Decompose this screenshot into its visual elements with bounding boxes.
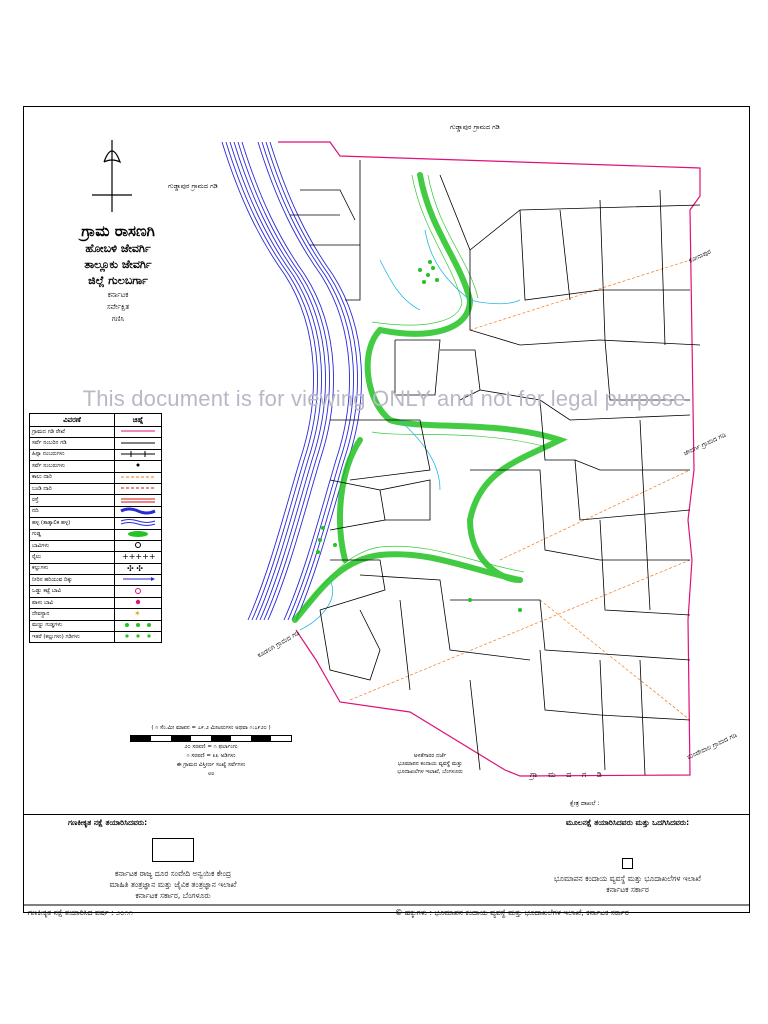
footer-right-line-2: ಕರ್ನಾಟಕ ಸರ್ಕಾರ: [606, 885, 649, 894]
legend-row: [30, 483, 162, 494]
legend-header-desc: ವಿವರಣೆ: [30, 414, 115, 427]
legend-row: [30, 620, 162, 631]
scale-block: [126, 725, 296, 778]
legend-row: [30, 540, 162, 551]
legend-row: [30, 609, 162, 620]
seal-box: [622, 858, 633, 869]
foot-paths: [350, 260, 690, 720]
field-record: ಕ್ಷೇತ್ರ ದಾಖಲೆ :: [570, 800, 600, 807]
right-top-label: ಕೋನಾಪುರ: [687, 247, 713, 265]
footer-left-header: ಗಣಕೀಕೃತ ನಕ್ಷೆ ತಯಾರಿಸಿದವರು:: [68, 818, 148, 827]
legend-row: [30, 472, 162, 483]
bottom-boundary-label: ಗ್ರಾ ಮ ದ ಗ ಡಿ: [530, 770, 606, 779]
legend-row: [30, 427, 162, 438]
taluk-title: ತಾಲ್ಲೂಕು ಜೇವರ್ಗಿ: [84, 258, 152, 271]
compiled-line-3: ಭೂದಾಖಲೆಗಳ ಇಲಾಖೆ, ಬೆಂಗಳೂರು: [397, 769, 463, 775]
footer-right-header: ಮೂಲನಕ್ಷೆ ತಯಾರಿಸಿದವರು ಮತ್ತು ಒದಗಿಸಿದವರು:: [565, 818, 690, 827]
footer-right-line-1: ಭೂಮಾಪನ ಕಂದಾಯ ವ್ಯವಸ್ಥೆ ಮತ್ತು ಭೂದಾಖಲೆಗಳ ಇಲಾಖೆ: [554, 874, 701, 883]
legend-symbol-icon: [115, 597, 162, 608]
legend-label: ಬಂಡಿ ದಾರಿ: [30, 483, 115, 494]
legend-symbol-icon: [115, 529, 162, 540]
compiled-line-1: ಅಳತೆಗಾರರ ದರ್ಜೆ: [413, 753, 447, 759]
legend-label: ಪಾಳು ಬಾವಿ: [30, 597, 115, 608]
legend-label: ರೈಲು: [30, 552, 115, 563]
sub-note: ಗಣಿಸಿ: [111, 315, 125, 323]
legend-row: [30, 563, 162, 574]
legend-row: [30, 586, 162, 597]
legend-header-symbol: ಚಿಹ್ನೆ: [115, 414, 162, 427]
compiled-line-2: ಭೂಮಾಪನ ಕಂದಾಯ ವ್ಯವಸ್ಥೆ ಮತ್ತು: [397, 761, 463, 767]
legend-row: [30, 632, 162, 643]
legend-symbol-icon: [115, 461, 162, 472]
legend-label: ಬಾವಿಗಳು: [30, 540, 115, 551]
scale-ratio: ( ೧ ಸೆಂ.ಮೀ ಮಾಪನ = ೭೯.೨ ಮೀಟರುಗಳು ಅಥವಾ ೧:೭೯೨೦ ): [151, 725, 271, 731]
footer-left-line-2: ಮಾಹಿತಿ ತಂತ್ರಜ್ಞಾನ ಮತ್ತು ಜೈವಿಕ ತಂತ್ರಜ್ಞಾನ ಇಲಾಖೆ: [109, 880, 237, 889]
legend-label: ನೀರಿನ ಹರಿಯುವ ದಿಕ್ಕು: [30, 575, 115, 586]
footer-right: [505, 818, 750, 895]
scale-line-3: ಈ ಗ್ರಾಮದ ವಿಸ್ತೀರ್ಣ ಸಂಖ್ಯೆ ಸರ್ವೆಗಳು: [176, 762, 246, 768]
scale-line-2: ೧ ಸರಪಣಿ = ೩೩ ಅಡಿಗಳು: [186, 753, 236, 759]
village-title: ಗ್ರಾಮ ರಾಸಣಗಿ: [81, 222, 155, 240]
top-boundary-label: ಗುಡ್ಡಾಪುರ ಗ್ರಾಮದ ಗಡಿ: [450, 123, 500, 131]
legend-label: ಸರ್ವೆ ನಂಬರಿನ ಗಡಿ: [30, 438, 115, 449]
legend-symbol-icon: [115, 495, 162, 506]
signature-box: [152, 838, 194, 862]
footer-left-line-1: ಕರ್ನಾಟಕ ರಾಜ್ಯ ದೂರ ಸಂವೇದಿ ಅನ್ವಯಿಕ ಕೇಂದ್ರ: [114, 869, 232, 878]
legend-label: ಗುಡ್ಡ: [30, 529, 115, 540]
legend-label: ಕಲ್ಲುಗಳು: [30, 563, 115, 574]
legend-symbol-icon: [115, 472, 162, 483]
right-mid-label: ಜೇವರ್ಗಿ ಗ್ರಾಮದ ಗಡಿ: [682, 430, 728, 458]
legend-label: ನದಿ: [30, 506, 115, 517]
title-block: [58, 222, 178, 324]
legend-label: ಮಣ್ಣು ಗುಡ್ಡಗಳು: [30, 620, 115, 631]
legend-symbol-icon: [115, 427, 162, 438]
survey-parcels: [290, 160, 700, 775]
legend-table: [29, 413, 162, 643]
legend-symbol-icon: [115, 506, 162, 517]
legend-label: ಇತರೆ (ಕಲ್ಲುಗಳು) ಗಡಿಗಳು: [30, 632, 115, 643]
legend-label: ಗ್ರಾಮದ ಗಡಿ ರೇಖೆ: [30, 427, 115, 438]
legend-symbol-icon: [115, 586, 162, 597]
scale-line-1: ೨೦ ಸರಪಣಿ = ೧ ಫರ್ಲಾಂಗು: [184, 744, 238, 750]
legend-row: [30, 438, 162, 449]
top-left-boundary-label: ಗುಡ್ಡಾಪುರ ಗ್ರಾಮದ ಗಡಿ: [168, 182, 218, 190]
legend-symbol-icon: [115, 483, 162, 494]
legend-label: ಒಡ್ಡು ಕಟ್ಟೆ ಬಾವಿ: [30, 586, 115, 597]
right-bottom-label: ಮಂದೇವಾಲ ಗ್ರಾಮದ ಗಡಿ: [685, 730, 739, 762]
svg-text:+++++: +++++: [122, 552, 156, 561]
legend-row: [30, 518, 162, 529]
scale-bar: [130, 735, 292, 742]
legend-symbol-icon: [115, 540, 162, 551]
legend-symbol-icon: [115, 518, 162, 529]
svg-text:✣ ✣: ✣ ✣: [127, 563, 143, 572]
legend-row: [30, 597, 162, 608]
legend-row: [30, 506, 162, 517]
watermark: This document is for viewing ONLY and not for legal purpose: [82, 386, 686, 411]
legend-symbol-icon: [115, 438, 162, 449]
legend-label: ಹಳ್ಳ (ತಾತ್ಕಾಲಿಕ ಹಳ್ಳ): [30, 518, 115, 529]
legend-symbol-icon: [115, 632, 162, 643]
hobli-title: ಹೋಬಳಿ ಜೇವರ್ಗಿ: [85, 242, 151, 255]
svg-text:✶: ✶: [134, 609, 141, 618]
bottom-left-label: ಕೂಡಲಗಿ ಗ್ರಾಮದ ಗಡಿ: [255, 628, 301, 660]
legend-label: ಹಿಸ್ಸಾ ನಂಬರುಗಳು: [30, 449, 115, 460]
survey-note: ಸರ್ವೇಕ್ಷಿತ: [106, 303, 130, 311]
legend-row: [30, 461, 162, 472]
legend-symbol-icon: [115, 609, 162, 620]
compiled-block: [340, 752, 520, 776]
scale-line-4: ೮೮: [207, 771, 215, 777]
legend-symbol-icon: [115, 552, 162, 563]
legend-label: ರಸ್ತೆ: [30, 495, 115, 506]
legend-label: ಕಾಲು ದಾರಿ: [30, 472, 115, 483]
legend-row: [30, 495, 162, 506]
north-arrow-icon: [92, 140, 132, 212]
legend-row: [30, 449, 162, 460]
legend-row: [30, 529, 162, 540]
legend-label: ಸರ್ವೆ ನಂಬರುಗಳು: [30, 461, 115, 472]
district-title: ಜಿಲ್ಲೆ ಗುಲಬರ್ಗಾ: [88, 274, 148, 287]
legend-row: [30, 575, 162, 586]
legend-symbol-icon: [115, 575, 162, 586]
legend-symbol-icon: [115, 620, 162, 631]
legend-symbol-icon: [115, 563, 162, 574]
legend-symbol-icon: [115, 449, 162, 460]
state-title: ಕರ್ನಾಟಕ: [107, 291, 129, 299]
footer-left-line-3: ಕರ್ನಾಟಕ ಸರ್ಕಾರ, ಬೆಂಗಳೂರು: [135, 891, 211, 900]
legend-label: ದೇವಸ್ಥಾನ: [30, 609, 115, 620]
legend-row: [30, 552, 162, 563]
footer-left: [58, 818, 288, 901]
year-note: ಗಣಕೀಕೃತ ನಕ್ಷೆ ತಯಾರಿಸಿದ ವರ್ಷ : ೨೦೧೧: [28, 908, 133, 917]
village-boundary: [278, 142, 700, 776]
copyright-note: © ಹಕ್ಕುಗಳು : ಭೂಮಾಪನ ಕಂದಾಯ ವ್ಯವಸ್ಥೆ ಮತ್ತು ಭೂದಾಖಲೆಗಳ ಇಲಾಖೆ, ಕರ್ನಾಟಕ ಸರ್ಕಾರ: [395, 908, 629, 917]
